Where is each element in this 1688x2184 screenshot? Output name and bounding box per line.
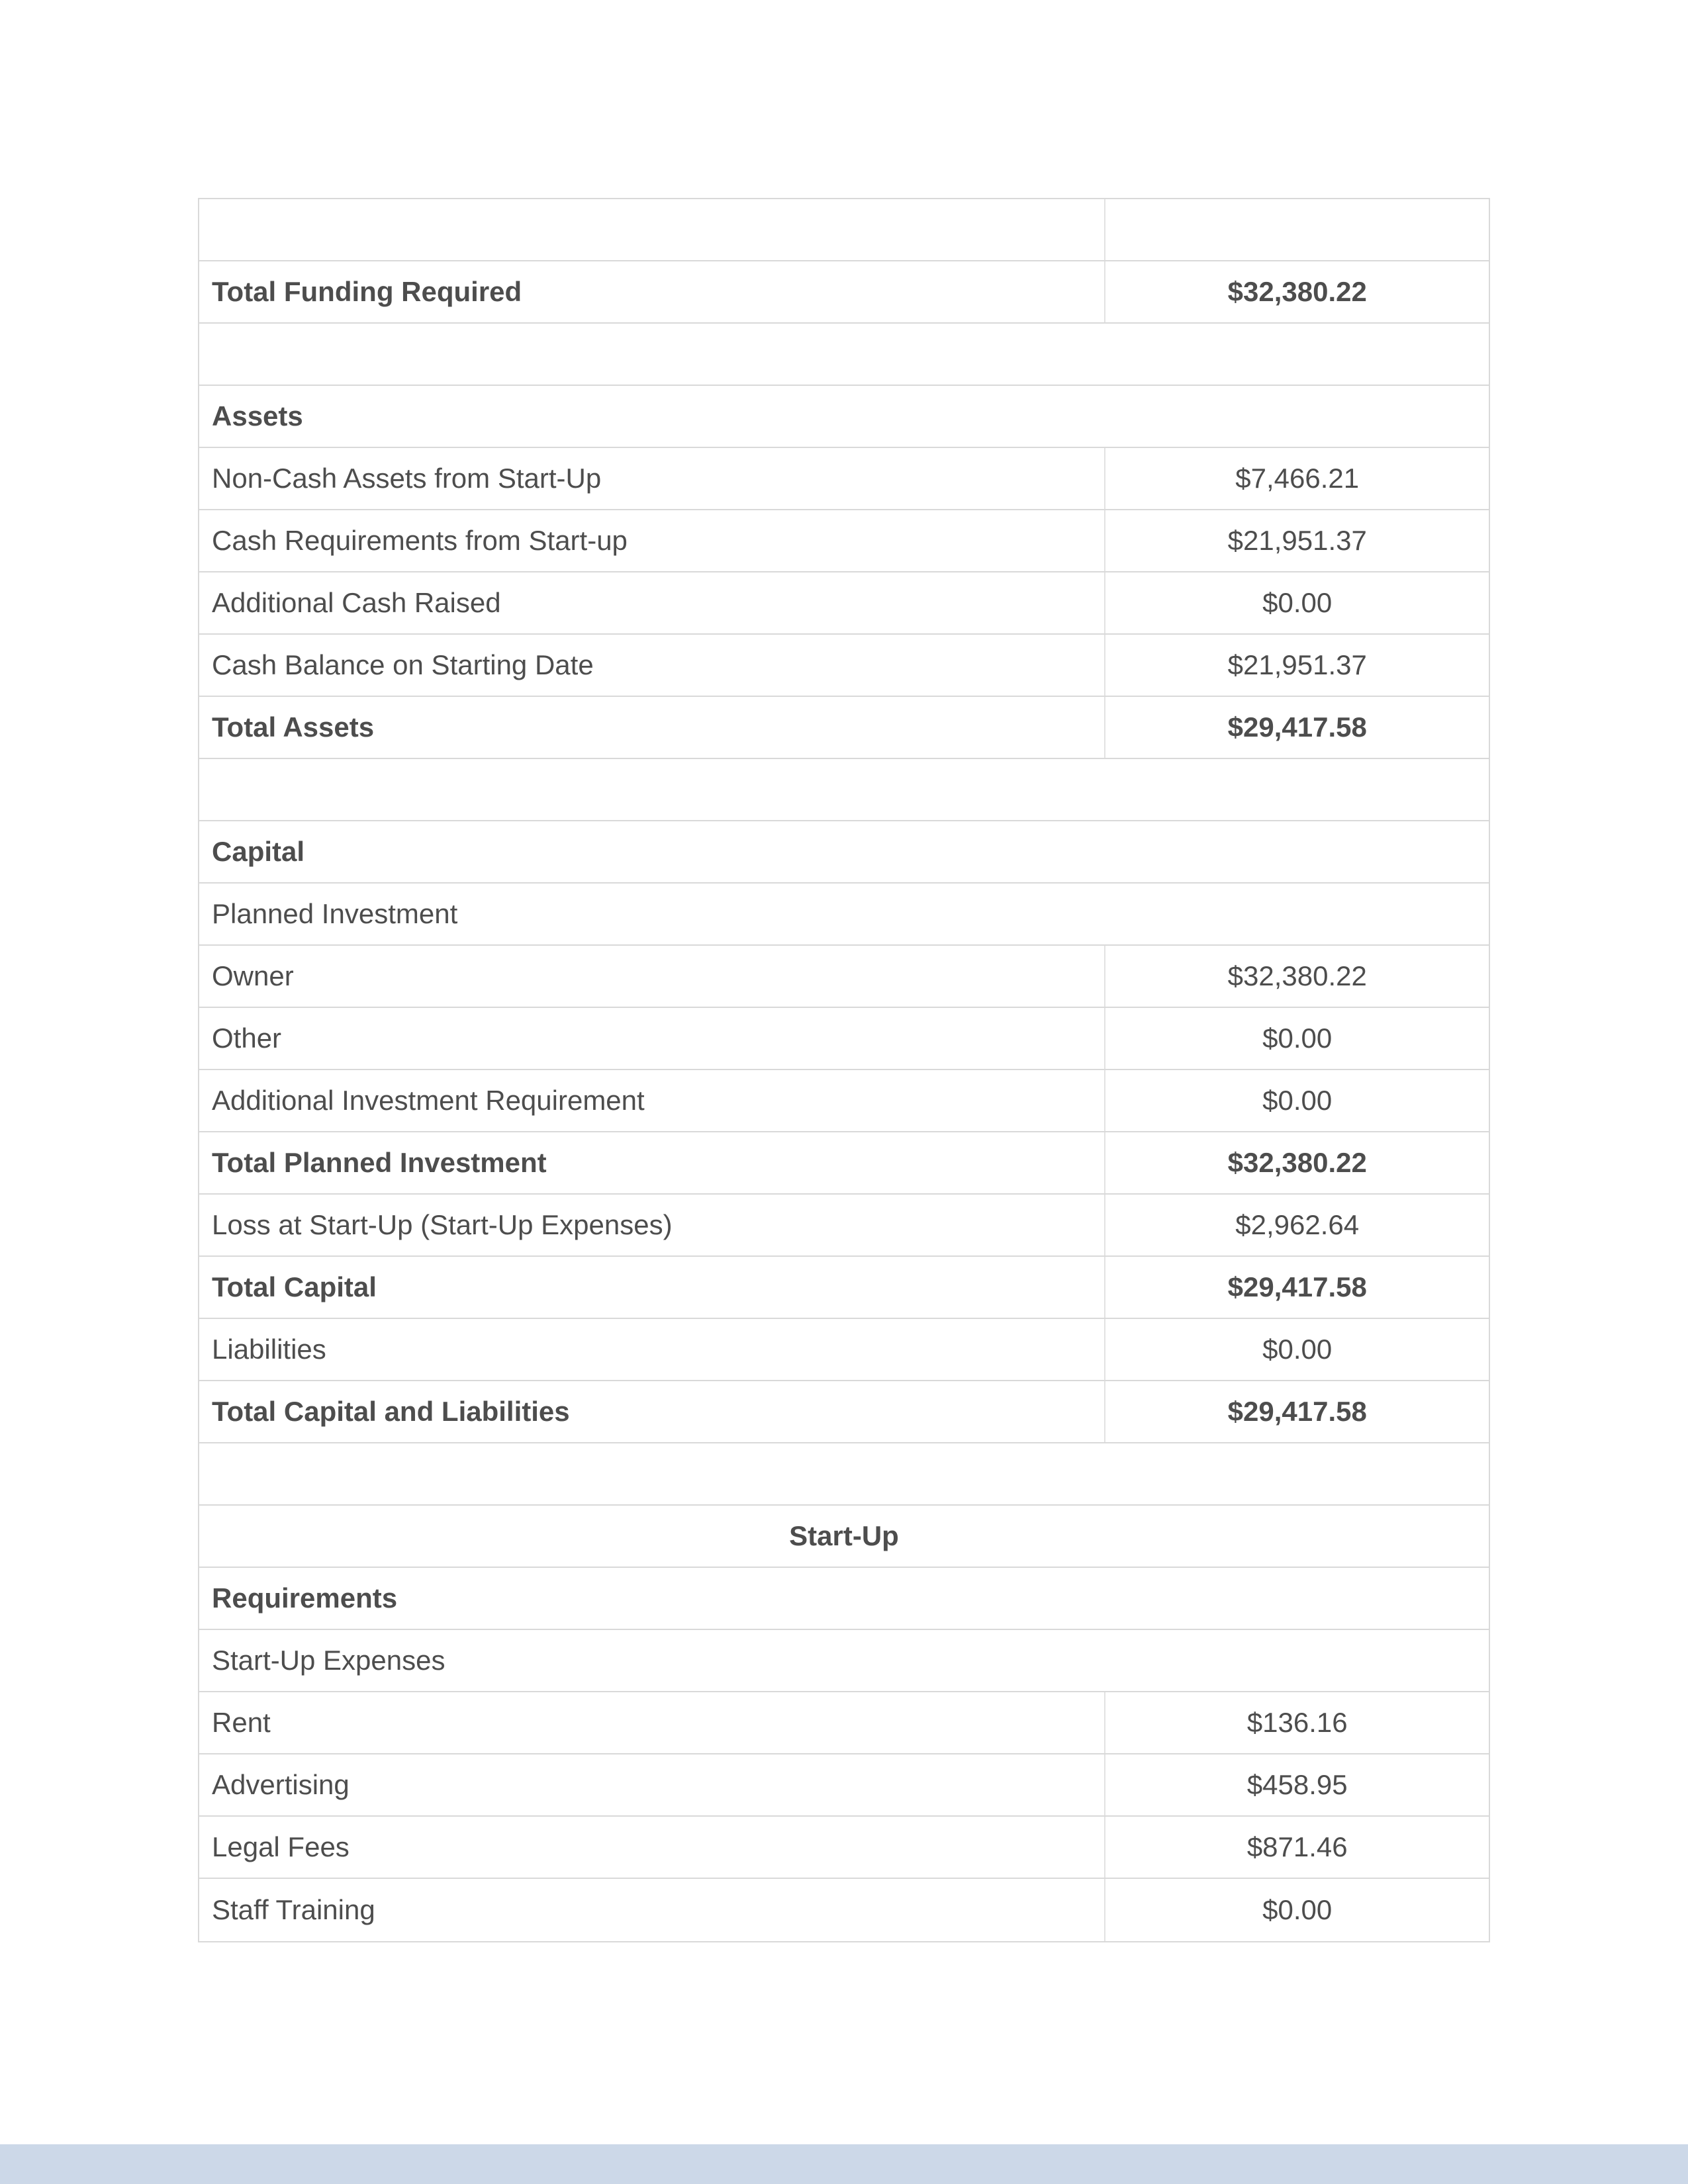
row-label: Rent <box>212 1707 271 1738</box>
row-value: $0.00 <box>1104 1070 1489 1131</box>
row-label: Additional Investment Requirement <box>212 1085 645 1116</box>
table-row <box>199 1381 1489 1443</box>
row-label <box>199 199 1104 260</box>
table-row <box>199 1195 1489 1257</box>
section-row-label <box>199 1443 1489 1504</box>
table-row <box>199 199 1489 261</box>
section-row-label: Assets <box>212 400 303 432</box>
row-value: $458.95 <box>1104 1754 1489 1815</box>
row-value: $29,417.58 <box>1104 1381 1489 1442</box>
section-row-label: Requirements <box>212 1582 398 1614</box>
table-row <box>199 1443 1489 1506</box>
table-row <box>199 1692 1489 1754</box>
row-value: $32,380.22 <box>1104 261 1489 322</box>
row-value: $21,951.37 <box>1104 510 1489 571</box>
table-row <box>199 884 1489 946</box>
table-row <box>199 946 1489 1008</box>
table-row <box>199 635 1489 697</box>
row-value: $0.00 <box>1104 1319 1489 1380</box>
table-row <box>199 1817 1489 1879</box>
row-label: Owner <box>212 960 294 991</box>
row-value: $32,380.22 <box>1104 946 1489 1007</box>
row-value: $7,466.21 <box>1104 448 1489 509</box>
row-label: Legal Fees <box>212 1831 350 1862</box>
row-label: Total Capital <box>212 1271 377 1302</box>
row-value: $0.00 <box>1104 1008 1489 1069</box>
table-row <box>199 510 1489 572</box>
table-row <box>199 1568 1489 1630</box>
section-row-label: Planned Investment <box>212 898 458 929</box>
row-label: Staff Training <box>212 1894 375 1925</box>
row-label: Cash Requirements from Start-up <box>212 525 628 556</box>
row-label: Non-Cash Assets from Start-Up <box>212 463 602 494</box>
row-label: Liabilities <box>212 1334 326 1365</box>
section-row-label: Capital <box>212 836 305 867</box>
row-value: $871.46 <box>1104 1817 1489 1878</box>
table-row <box>199 1008 1489 1070</box>
row-value: $21,951.37 <box>1104 635 1489 696</box>
section-row-label <box>199 324 1489 385</box>
row-value: $29,417.58 <box>1104 697 1489 758</box>
table-row <box>199 324 1489 386</box>
table-row <box>199 1257 1489 1319</box>
row-label: Other <box>212 1023 282 1054</box>
row-label: Total Capital and Liabilities <box>212 1396 570 1427</box>
startup-funding-table <box>198 198 1490 1942</box>
row-label: Additional Cash Raised <box>212 587 501 618</box>
row-label: Advertising <box>212 1769 350 1800</box>
table-row <box>199 1070 1489 1132</box>
table-row <box>199 821 1489 884</box>
section-title: Start-Up <box>789 1520 899 1551</box>
table-row <box>199 1630 1489 1692</box>
row-value: $136.16 <box>1104 1692 1489 1753</box>
table-row <box>199 1754 1489 1817</box>
row-value: $32,380.22 <box>1104 1132 1489 1193</box>
row-label: Total Funding Required <box>212 276 522 307</box>
table-row <box>199 448 1489 510</box>
row-label: Loss at Start-Up (Start-Up Expenses) <box>212 1209 673 1240</box>
table-row <box>199 1879 1489 1941</box>
row-value: $2,962.64 <box>1104 1195 1489 1255</box>
row-label: Total Assets <box>212 711 375 743</box>
row-value: $29,417.58 <box>1104 1257 1489 1318</box>
page-footer-accent-bar <box>0 2144 1688 2184</box>
table-row <box>199 1132 1489 1195</box>
row-label: Total Planned Investment <box>212 1147 547 1178</box>
table-row <box>199 1319 1489 1381</box>
row-value: $0.00 <box>1104 1879 1489 1941</box>
table-row <box>199 1506 1489 1568</box>
section-row-label: Start-Up Expenses <box>212 1645 445 1676</box>
row-label: Cash Balance on Starting Date <box>212 649 594 680</box>
table-row <box>199 261 1489 324</box>
table-row <box>199 386 1489 448</box>
row-value: $0.00 <box>1104 572 1489 633</box>
table-row <box>199 572 1489 635</box>
table-row <box>199 697 1489 759</box>
row-value <box>1104 199 1489 260</box>
section-row-label <box>199 759 1489 820</box>
table-row <box>199 759 1489 821</box>
